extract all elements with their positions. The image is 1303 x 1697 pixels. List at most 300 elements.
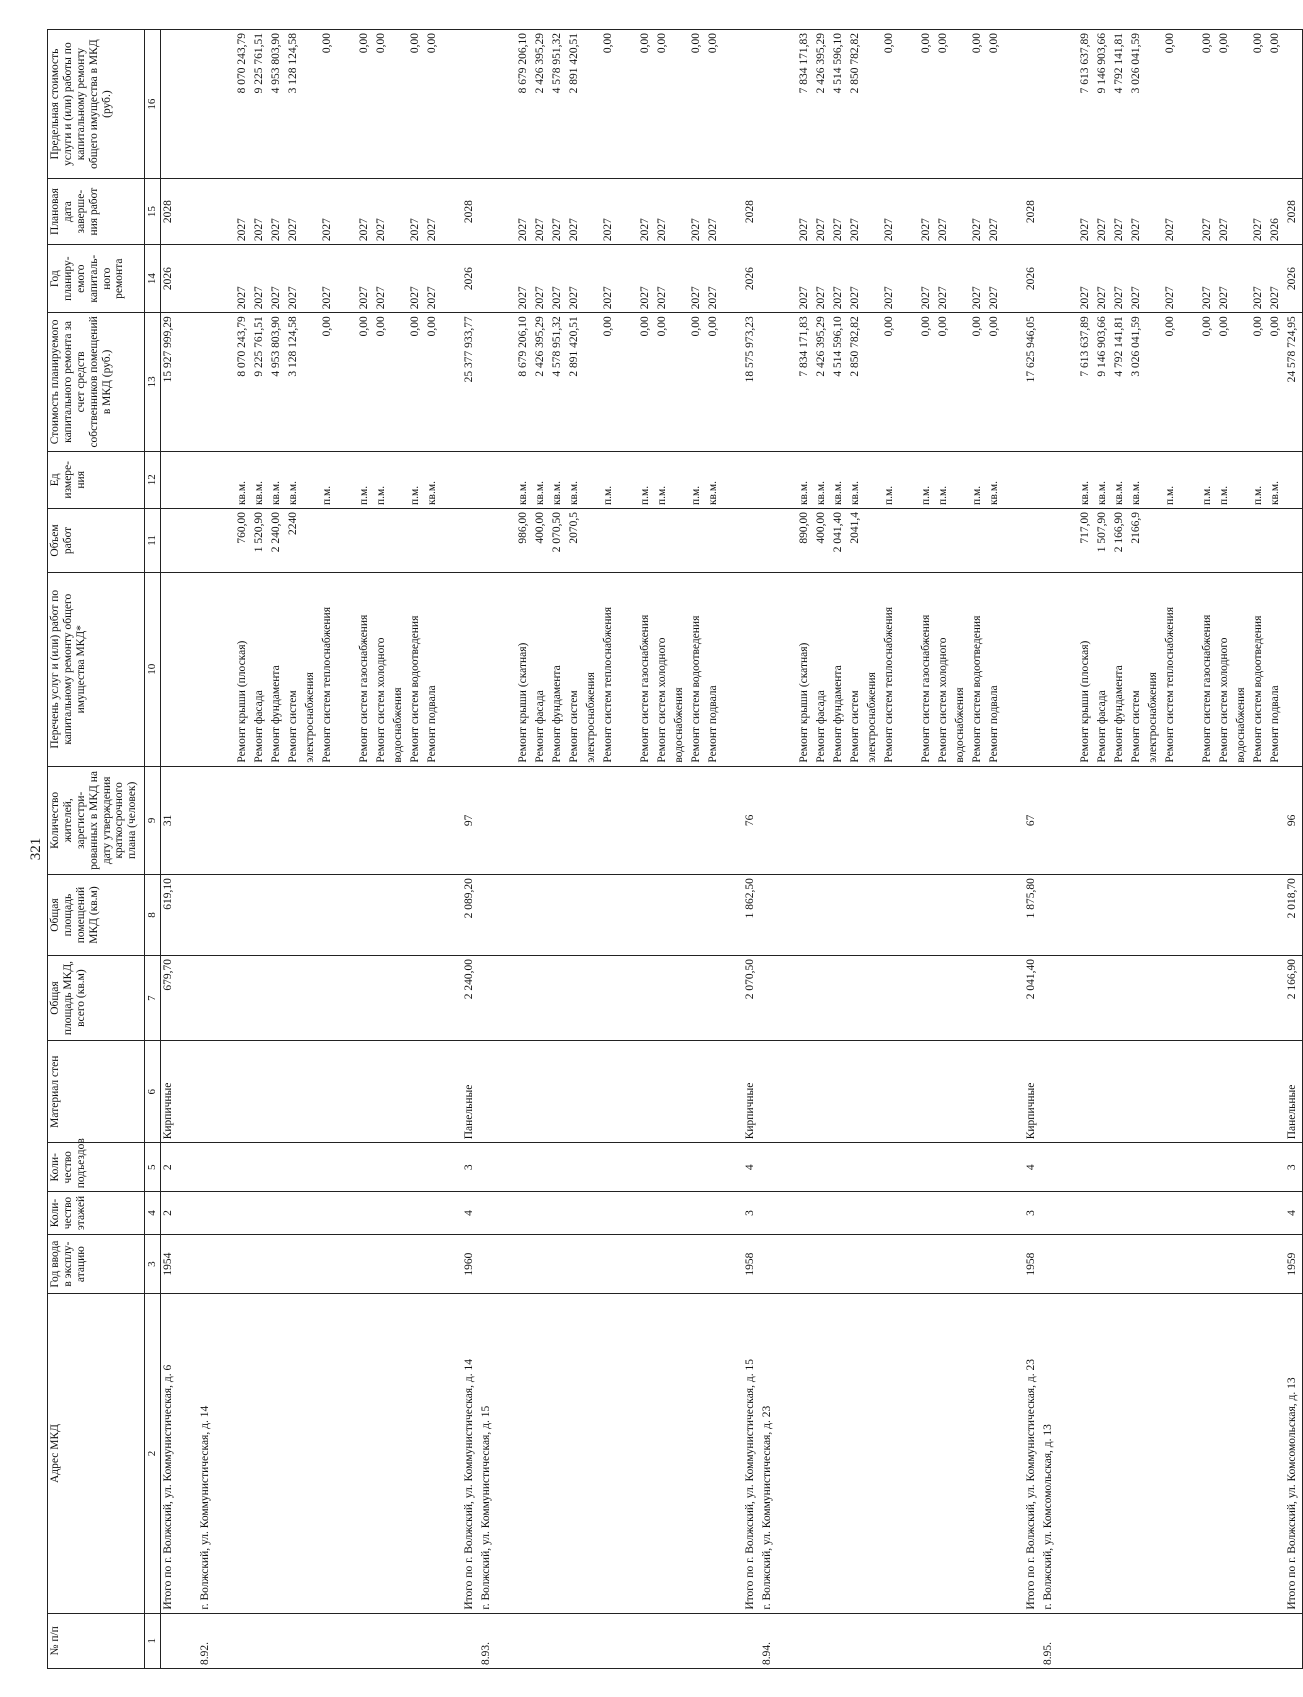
spacer-cell	[178, 29, 198, 178]
table-cell	[320, 1142, 337, 1191]
table-cell	[391, 874, 408, 955]
table-cell: 4 792 141,81	[1112, 312, 1129, 450]
table-cell: Ремонт систем холодного	[374, 572, 391, 766]
table-cell	[831, 1293, 848, 1612]
table-cell	[425, 1613, 442, 1668]
table-cell: 2166,9	[1129, 508, 1146, 572]
spacer-cell	[777, 1293, 797, 1612]
table-cell: Итого по г. Волжский, ул. Коммунистическая, д. 15	[743, 1293, 760, 1612]
spacer-cell	[777, 572, 797, 766]
table-cell	[1078, 1234, 1095, 1294]
table-cell	[1041, 1234, 1058, 1294]
table-cell	[1078, 874, 1095, 955]
spacer-cell	[1058, 1613, 1078, 1668]
table-cell	[1234, 451, 1251, 508]
spacer-cell	[337, 451, 357, 508]
column-header: Коли-чество подъездов	[48, 1142, 145, 1191]
spacer-cell	[723, 312, 743, 450]
spacer-cell	[442, 766, 462, 875]
table-cell	[865, 178, 882, 244]
table-cell	[831, 1613, 848, 1668]
table-cell: 619,10	[161, 874, 179, 955]
table-cell	[1146, 244, 1163, 312]
table-cell: 2027	[1112, 178, 1129, 244]
table-cell	[320, 766, 337, 875]
spacer-row	[618, 29, 638, 1668]
table-cell: кв.м.	[425, 451, 442, 508]
table-cell	[198, 178, 215, 244]
table-cell	[919, 1191, 936, 1234]
spacer-cell	[1180, 508, 1200, 572]
table-cell	[1268, 1191, 1285, 1234]
table-cell	[919, 874, 936, 955]
table-cell	[882, 766, 899, 875]
table-cell	[391, 1040, 408, 1142]
table-cell	[1041, 1191, 1058, 1234]
table-cell	[1268, 1040, 1285, 1142]
table-cell: 2041,4	[848, 508, 865, 572]
table-cell	[987, 1142, 1004, 1191]
table-cell	[797, 1234, 814, 1294]
table-cell	[953, 1234, 970, 1294]
spacer-cell	[777, 1040, 797, 1142]
table-cell	[1112, 1613, 1129, 1668]
table-cell	[269, 874, 286, 955]
spacer-cell	[496, 29, 516, 178]
table-cell	[1217, 1293, 1234, 1612]
spacer-cell	[1180, 178, 1200, 244]
table-cell	[655, 955, 672, 1040]
table-cell	[953, 1040, 970, 1142]
table-cell: 0,00	[987, 312, 1004, 450]
table-cell: 2027	[408, 244, 425, 312]
table-cell	[706, 1040, 723, 1142]
table-cell	[235, 1191, 252, 1234]
table-cell	[1234, 508, 1251, 572]
table-cell: 1959	[1285, 1234, 1303, 1294]
table-cell: 2 041,40	[831, 508, 848, 572]
table-cell: Итого по г. Волжский, ул. Коммунистическая, д. 23	[1024, 1293, 1041, 1612]
table-row	[638, 29, 655, 1668]
table-cell: Итого по г. Волжский, ул. Комсомольская, д. 13	[1285, 1293, 1303, 1612]
column-number: 11	[145, 508, 161, 572]
table-cell	[1234, 1234, 1251, 1294]
table-cell	[638, 1191, 655, 1234]
table-cell	[601, 1191, 618, 1234]
column-header: Количество жителей, зарегистри-рованных в МКД на дату утверждения краткосрочного плана (человек)	[48, 766, 145, 875]
column-header: Год планиру-емого капиталь-ного ремонта	[48, 244, 145, 312]
table-cell	[1251, 955, 1268, 1040]
spacer-cell	[1180, 766, 1200, 875]
table-cell	[1041, 955, 1058, 1040]
table-cell: кв.м.	[1078, 451, 1095, 508]
table-cell	[743, 29, 760, 178]
column-header: Объем работ	[48, 508, 145, 572]
table-cell	[320, 508, 337, 572]
table-cell	[1268, 766, 1285, 875]
table-cell	[655, 1040, 672, 1142]
table-cell	[303, 766, 320, 875]
table-cell	[1129, 1293, 1146, 1612]
table-cell: 1 862,50	[743, 874, 760, 955]
table-cell	[848, 955, 865, 1040]
table-cell	[1041, 766, 1058, 875]
table-cell	[672, 244, 689, 312]
table-cell	[479, 1234, 496, 1294]
table-row	[1095, 29, 1112, 1668]
table-cell	[1146, 178, 1163, 244]
table-cell: 2027	[533, 178, 550, 244]
table-cell	[865, 766, 882, 875]
table-cell	[655, 1142, 672, 1191]
table-cell: Ремонт фасада	[1095, 572, 1112, 766]
table-cell: Ремонт систем	[1129, 572, 1146, 766]
table-cell	[584, 1040, 601, 1142]
spacer-cell	[723, 766, 743, 875]
table-cell	[198, 244, 215, 312]
table-cell	[1129, 1234, 1146, 1294]
spacer-cell	[178, 1234, 198, 1294]
table-cell	[1078, 1142, 1095, 1191]
table-cell	[848, 1142, 865, 1191]
spacer-cell	[178, 1142, 198, 1191]
table-cell	[865, 312, 882, 450]
spacer-cell	[899, 874, 919, 955]
spacer-cell	[1058, 572, 1078, 766]
table-cell: 2027	[601, 178, 618, 244]
table-cell: кв.м.	[516, 451, 533, 508]
table-cell: 2027	[987, 244, 1004, 312]
spacer-cell	[442, 572, 462, 766]
table-cell: 1954	[161, 1234, 179, 1294]
table-cell	[374, 1142, 391, 1191]
table-cell: 1 520,90	[252, 508, 269, 572]
spacer-cell	[178, 451, 198, 508]
table-cell	[374, 955, 391, 1040]
column-number: 15	[145, 178, 161, 244]
table-cell: Ремонт систем водоотведения	[1251, 572, 1268, 766]
table-cell: 1 875,80	[1024, 874, 1041, 955]
table-cell: кв.м.	[550, 451, 567, 508]
table-cell: 2 850 782,82	[848, 29, 865, 178]
spacer-cell	[1058, 508, 1078, 572]
table-cell	[1234, 1040, 1251, 1142]
spacer-cell	[723, 1613, 743, 1668]
spacer-cell	[723, 1040, 743, 1142]
table-cell	[760, 244, 777, 312]
table-cell	[672, 955, 689, 1040]
table-cell: электроснабжения	[1146, 572, 1163, 766]
spacer-cell	[899, 766, 919, 875]
table-cell: 8 679 206,10	[516, 29, 533, 178]
table-cell: 15 927 999,29	[161, 312, 179, 450]
table-cell	[1024, 572, 1041, 766]
column-header: Год ввода в эксплу-атацию	[48, 1234, 145, 1294]
table-cell	[638, 1613, 655, 1668]
table-cell: Ремонт систем теплоснабжения	[320, 572, 337, 766]
table-cell: 4 514 596,10	[831, 312, 848, 450]
table-cell: п.м.	[936, 451, 953, 508]
table-row	[408, 29, 425, 1668]
table-cell: г. Волжский, ул. Коммунистическая, д. 15	[479, 1293, 496, 1612]
table-cell	[391, 508, 408, 572]
spacer-cell	[215, 312, 235, 450]
spacer-cell	[777, 508, 797, 572]
spacer-cell	[215, 178, 235, 244]
spacer-cell	[1180, 874, 1200, 955]
table-cell: п.м.	[919, 451, 936, 508]
table-cell: 2 891 420,51	[567, 29, 584, 178]
table-cell: 2027	[1251, 244, 1268, 312]
table-cell	[198, 312, 215, 450]
total-row	[743, 29, 760, 1668]
spacer-cell	[618, 1142, 638, 1191]
table-cell	[1234, 178, 1251, 244]
spacer-cell	[178, 766, 198, 875]
table-cell	[1200, 1191, 1217, 1234]
spacer-cell	[337, 29, 357, 178]
table-cell	[252, 1040, 269, 1142]
table-cell: 2027	[706, 244, 723, 312]
spacer-cell	[178, 1613, 198, 1668]
table-cell	[1285, 451, 1303, 508]
table-cell: электроснабжения	[303, 572, 320, 766]
table-cell	[357, 508, 374, 572]
spacer-cell	[442, 1142, 462, 1191]
spacer-cell	[723, 1293, 743, 1612]
table-cell: 0,00	[1200, 312, 1217, 450]
table-cell	[987, 874, 1004, 955]
column-number: 10	[145, 572, 161, 766]
table-cell: 8 679 206,10	[516, 312, 533, 450]
table-cell	[672, 766, 689, 875]
page-number: 321	[28, 837, 44, 860]
spacer-cell	[618, 29, 638, 178]
spacer-cell	[777, 1234, 797, 1294]
table-cell	[743, 508, 760, 572]
table-cell: 0,00	[882, 312, 899, 450]
table-cell: 0,00	[1251, 312, 1268, 450]
table-cell: п.м.	[320, 451, 337, 508]
table-cell	[814, 1293, 831, 1612]
table-cell: п.м.	[357, 451, 374, 508]
table-cell	[760, 955, 777, 1040]
table-cell	[936, 1613, 953, 1668]
spacer-cell	[337, 1142, 357, 1191]
table-cell: кв.м.	[269, 451, 286, 508]
table-cell: 2027	[936, 244, 953, 312]
table-cell	[516, 1234, 533, 1294]
table-cell	[797, 766, 814, 875]
table-cell	[1200, 508, 1217, 572]
table-cell: 2	[161, 1142, 179, 1191]
table-cell	[1234, 1191, 1251, 1234]
spacer-cell	[777, 1191, 797, 1234]
table-cell: Ремонт фундамента	[269, 572, 286, 766]
table-cell	[516, 1142, 533, 1191]
table-row	[1146, 29, 1163, 1668]
table-cell	[882, 1613, 899, 1668]
table-cell	[814, 1040, 831, 1142]
table-cell	[814, 1191, 831, 1234]
table-cell	[1251, 1613, 1268, 1668]
table-cell	[198, 766, 215, 875]
table-cell	[391, 1234, 408, 1294]
table-cell: 0,00	[408, 29, 425, 178]
table-row	[391, 29, 408, 1668]
column-header: Адрес МКД	[48, 1293, 145, 1612]
table-cell	[953, 508, 970, 572]
table-cell: кв.м.	[814, 451, 831, 508]
spacer-cell	[1004, 178, 1024, 244]
spacer-row	[1180, 29, 1200, 1668]
table-cell: 3	[1285, 1142, 1303, 1191]
table-cell: Ремонт систем	[567, 572, 584, 766]
spacer-cell	[1180, 29, 1200, 178]
table-cell: 4 578 951,32	[550, 312, 567, 450]
table-cell	[1251, 508, 1268, 572]
table-cell: 0,00	[601, 29, 618, 178]
table-cell	[831, 1142, 848, 1191]
table-cell	[425, 1142, 442, 1191]
table-cell	[689, 874, 706, 955]
table-cell: 2 018,70	[1285, 874, 1303, 955]
table-cell: 0,00	[1268, 312, 1285, 450]
table-cell	[550, 1040, 567, 1142]
table-cell	[1129, 1191, 1146, 1234]
table-cell: 2027	[1112, 244, 1129, 312]
table-cell	[1251, 1234, 1268, 1294]
table-cell	[760, 766, 777, 875]
table-cell: Ремонт крыши (плоская)	[1078, 572, 1095, 766]
table-cell	[584, 1613, 601, 1668]
table-cell	[831, 1040, 848, 1142]
table-cell	[601, 1040, 618, 1142]
table-cell	[1129, 766, 1146, 875]
table-cell: Ремонт фундамента	[1112, 572, 1129, 766]
table-cell	[706, 1191, 723, 1234]
table-cell: водоснабжения	[672, 572, 689, 766]
table-cell	[743, 572, 760, 766]
spacer-cell	[777, 451, 797, 508]
spacer-cell	[1058, 1293, 1078, 1612]
table-cell: 0,00	[601, 312, 618, 450]
table-cell: 2027	[987, 178, 1004, 244]
spacer-cell	[215, 572, 235, 766]
table-cell	[252, 1191, 269, 1234]
table-cell	[1112, 1234, 1129, 1294]
table-cell: 760,00	[235, 508, 252, 572]
table-row	[936, 29, 953, 1668]
spacer-cell	[1180, 1293, 1200, 1612]
table-row	[1217, 29, 1234, 1668]
spacer-cell	[1180, 1613, 1200, 1668]
table-cell	[882, 1234, 899, 1294]
table-cell: кв.м.	[831, 451, 848, 508]
table-cell	[303, 451, 320, 508]
table-row	[1112, 29, 1129, 1668]
table-cell	[601, 1613, 618, 1668]
table-cell	[882, 508, 899, 572]
table-cell: 2027	[1095, 244, 1112, 312]
table-cell	[479, 1142, 496, 1191]
table-row	[1200, 29, 1217, 1668]
table-cell	[1268, 874, 1285, 955]
table-cell	[689, 1142, 706, 1191]
table-cell	[760, 1191, 777, 1234]
table-cell: 2027	[567, 244, 584, 312]
address-row	[760, 29, 777, 1668]
table-cell	[672, 1613, 689, 1668]
table-cell: 2 089,20	[462, 874, 479, 955]
table-cell: 2027	[252, 178, 269, 244]
table-cell	[987, 1293, 1004, 1612]
table-cell	[689, 1191, 706, 1234]
table-cell: 2027	[357, 178, 374, 244]
column-number: 8	[145, 874, 161, 955]
table-cell	[865, 1040, 882, 1142]
table-cell	[1095, 1191, 1112, 1234]
table-cell	[1112, 1293, 1129, 1612]
table-cell	[970, 1613, 987, 1668]
table-cell	[1234, 1142, 1251, 1191]
table-cell	[831, 874, 848, 955]
table-cell	[1041, 572, 1058, 766]
column-number: 16	[145, 29, 161, 178]
table-cell	[303, 1613, 320, 1668]
table-cell: 2027	[550, 244, 567, 312]
table-cell	[391, 766, 408, 875]
spacer-cell	[723, 244, 743, 312]
table-cell: Ремонт систем газоснабжения	[919, 572, 936, 766]
table-cell	[814, 1142, 831, 1191]
table-cell	[252, 1234, 269, 1294]
table-cell	[391, 1142, 408, 1191]
address-row	[479, 29, 496, 1668]
spacer-cell	[337, 508, 357, 572]
table-cell	[357, 1293, 374, 1612]
spacer-cell	[442, 312, 462, 450]
column-header: Перечень услуг и (или) работ по капитальному ремонту общего имущества МКД*	[48, 572, 145, 766]
spacer-cell	[215, 1040, 235, 1142]
table-cell: 67	[1024, 766, 1041, 875]
table-cell: 2027	[425, 178, 442, 244]
table-cell	[357, 766, 374, 875]
table-cell	[252, 1293, 269, 1612]
table-cell	[269, 1293, 286, 1612]
table-cell	[797, 1040, 814, 1142]
table-cell	[638, 508, 655, 572]
table-cell	[584, 874, 601, 955]
table-cell	[1217, 1142, 1234, 1191]
table-cell: Ремонт крыши (скатная)	[516, 572, 533, 766]
table-cell: Ремонт систем газоснабжения	[357, 572, 374, 766]
spacer-cell	[1004, 508, 1024, 572]
table-cell	[286, 1613, 303, 1668]
table-cell	[161, 1613, 179, 1668]
spacer-cell	[723, 178, 743, 244]
table-cell	[269, 1040, 286, 1142]
table-cell	[1112, 955, 1129, 1040]
spacer-cell	[215, 766, 235, 875]
table-cell: Ремонт систем	[286, 572, 303, 766]
table-cell: 2027	[655, 244, 672, 312]
spacer-cell	[442, 1293, 462, 1612]
table-cell: 3 128 124,58	[286, 29, 303, 178]
table-cell	[1112, 1142, 1129, 1191]
table-cell	[689, 766, 706, 875]
table-cell	[601, 766, 618, 875]
